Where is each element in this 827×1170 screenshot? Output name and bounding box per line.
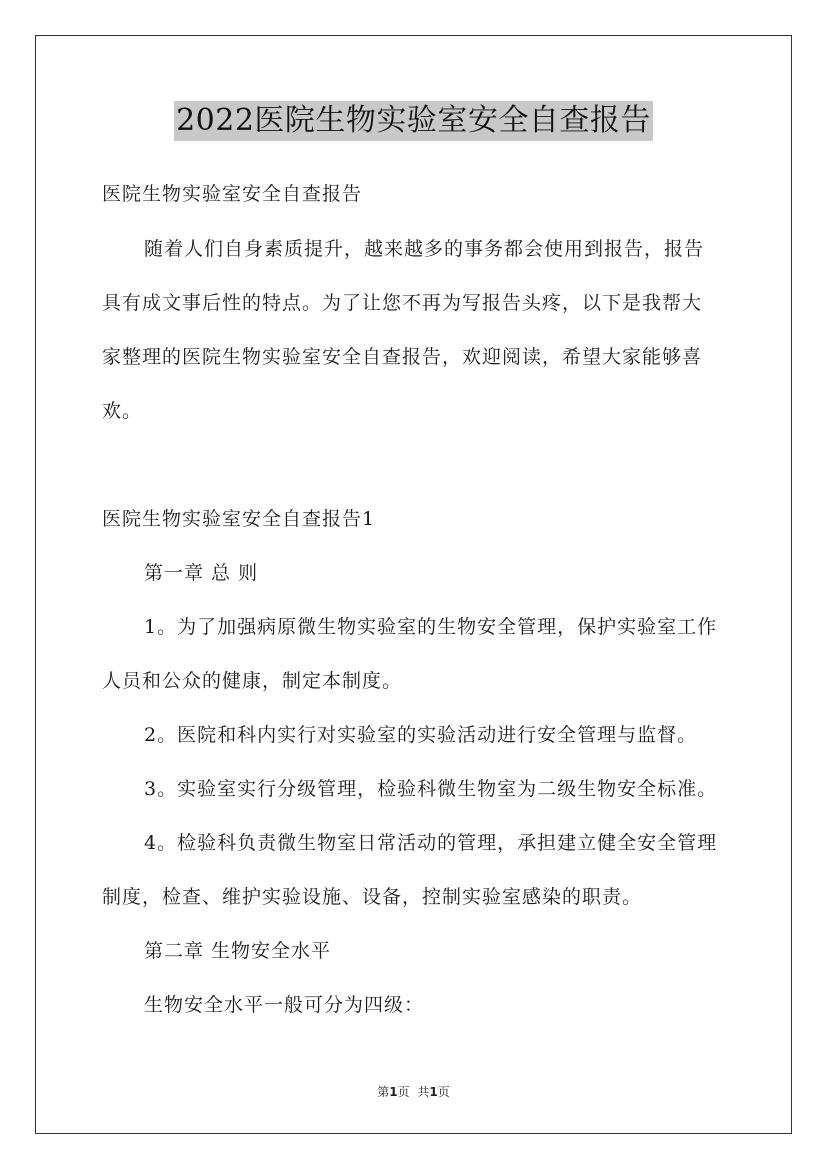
chapter1-item-1-cont: 人员和公众的健康，制定本制度。 <box>102 670 403 692</box>
chapter1-item-2: 2。医院和科内实行对实验室的实验活动进行安全管理与监督。 <box>144 724 698 746</box>
page-prefix: 第 <box>377 1085 390 1099</box>
total-pages: 1 <box>429 1085 438 1099</box>
chapter1-item-4-cont: 制度，检查、维护实验设施、设备，控制实验室感染的职责。 <box>102 886 643 908</box>
page-footer <box>0 1084 827 1100</box>
chapter2-line-1: 生物安全水平一般可分为四级： <box>144 994 425 1016</box>
total-suffix: 页 <box>437 1085 450 1099</box>
chapter1-item-3: 3。实验室实行分级管理，检验科微生物室为二级生物安全标准。 <box>144 778 718 800</box>
title-wrap <box>0 101 827 141</box>
intro-line-4: 欢。 <box>102 400 143 422</box>
chapter1-heading: 第一章 总 则 <box>144 562 259 584</box>
intro-line-2: 具有成文事后性的特点。为了让您不再为写报告头疼，以下是我帮大 <box>102 292 703 314</box>
intro-line-3: 家整理的医院生物实验室安全自查报告，欢迎阅读，希望大家能够喜 <box>102 346 703 368</box>
intro-line-1: 随着人们自身素质提升，越来越多的事务都会使用到报告，报告 <box>144 238 705 260</box>
intro-heading: 医院生物实验室安全自查报告 <box>102 183 363 205</box>
chapter2-heading: 第二章 生物安全水平 <box>144 940 332 962</box>
page-number: 1 <box>389 1085 398 1099</box>
total-prefix: 共 <box>417 1085 430 1099</box>
chapter1-item-4: 4。检验科负责微生物室日常活动的管理，承担建立健全安全管理 <box>144 832 718 854</box>
document-title: 2022医院生物实验室安全自查报告 <box>174 101 653 141</box>
section-heading: 医院生物实验室安全自查报告1 <box>102 508 376 530</box>
chapter1-item-1: 1。为了加强病原微生物实验室的生物安全管理，保护实验室工作 <box>144 616 718 638</box>
page-suffix: 页 <box>397 1085 410 1099</box>
